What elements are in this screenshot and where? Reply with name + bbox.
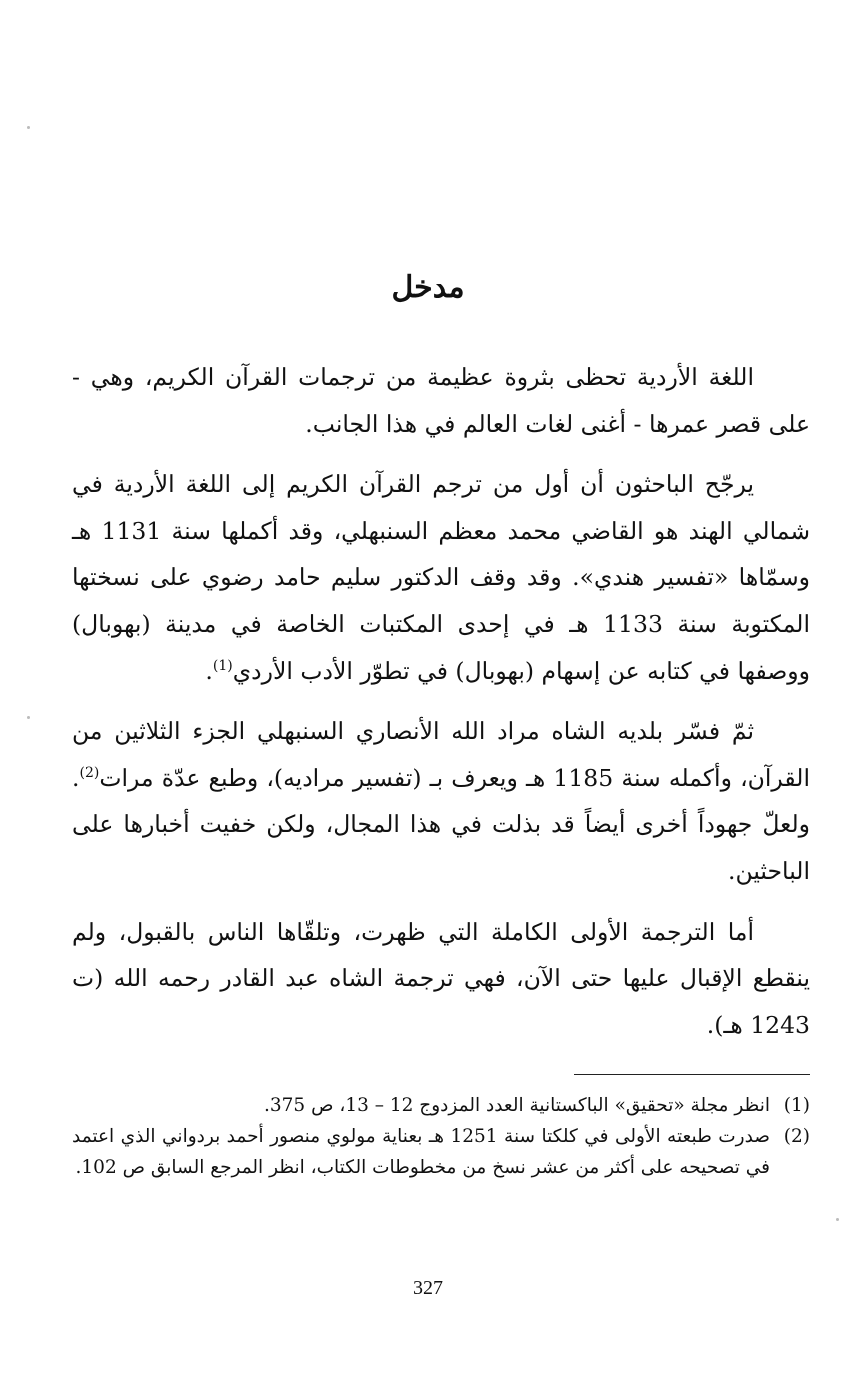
footnotes	[72, 1090, 810, 1183]
footnote-text: انظر مجلة «تحقيق» الباكستانية العدد المزدوج 12 – 13، ص 375.	[264, 1095, 770, 1116]
paragraph-4	[72, 909, 810, 1049]
footnote-ref-2: (2)	[79, 764, 100, 781]
scan-speck	[27, 126, 30, 129]
paragraph-1	[72, 354, 810, 447]
paragraph-3	[72, 708, 810, 894]
footnote-ref-1: (1)	[212, 657, 233, 674]
footnote-number: (2)	[783, 1126, 810, 1147]
paragraph-text: أما الترجمة الأولى الكاملة التي ظهرت، وتلقّاها الناس بالقبول، ولم ينقطع الإقبال عليها حتى الآن، فهي ترجمة الشاه عبد القادر رحمه الله (ت 1243 هـ).	[72, 917, 810, 1039]
paragraph-2	[72, 461, 810, 694]
footnote-divider	[574, 1074, 810, 1075]
paragraph-text: يرجّح الباحثون أن أول من ترجم القرآن الكريم إلى اللغة الأردية في شمالي الهند هو القاضي محمد معظم السنبهلي، وقد أكملها سنة 1131 هـ وسمّاها «تفسير هندي». وقد وقف الدكتور سليم حامد رضوي على نسختها المكتوبة سنة 1133 هـ في إحدى المكتبات الخاصة في مدينة (بهوبال) ووصفها في كتابه عن إسهام (بهوبال) في تطوّر الأدب الأردي	[72, 470, 811, 685]
footnote-text: صدرت طبعته الأولى في كلكتا سنة 1251 هـ بعناية مولوي منصور أحمد بردواني الذي اعتمد في تصحيحه على أكثر من عشر نسخ من مخطوطات الكتاب، انظر المرجع السابق ص 102.	[72, 1126, 770, 1178]
page-number: 327	[413, 1277, 443, 1299]
body-text	[72, 354, 810, 1062]
scan-speck	[836, 1218, 839, 1221]
footnote-number: (1)	[783, 1095, 810, 1116]
scan-speck	[27, 716, 30, 719]
paragraph-text: اللغة الأردية تحظى بثروة عظيمة من ترجمات القرآن الكريم، وهي - على قصر عمرها - أغنى لغات العالم في هذا الجانب.	[72, 363, 810, 438]
footnote-2	[72, 1121, 810, 1183]
paragraph-tail: .	[205, 656, 213, 685]
chapter-title: مدخل	[391, 270, 465, 306]
paragraph-text: ثمّ فسّر بلديه الشاه مراد الله الأنصاري السنبهلي الجزء الثلاثين من القرآن، وأكمله سنة 1185 هـ ويعرف بـ (تفسير مراديه)، وطبع عدّة مرات	[72, 717, 810, 792]
footnote-1	[72, 1090, 810, 1121]
paragraph-tail: . ولعلّ جهوداً أخرى أيضاً قد بذلت في هذا المجال، ولكن خفيت أخبارها على الباحثين.	[72, 763, 810, 885]
